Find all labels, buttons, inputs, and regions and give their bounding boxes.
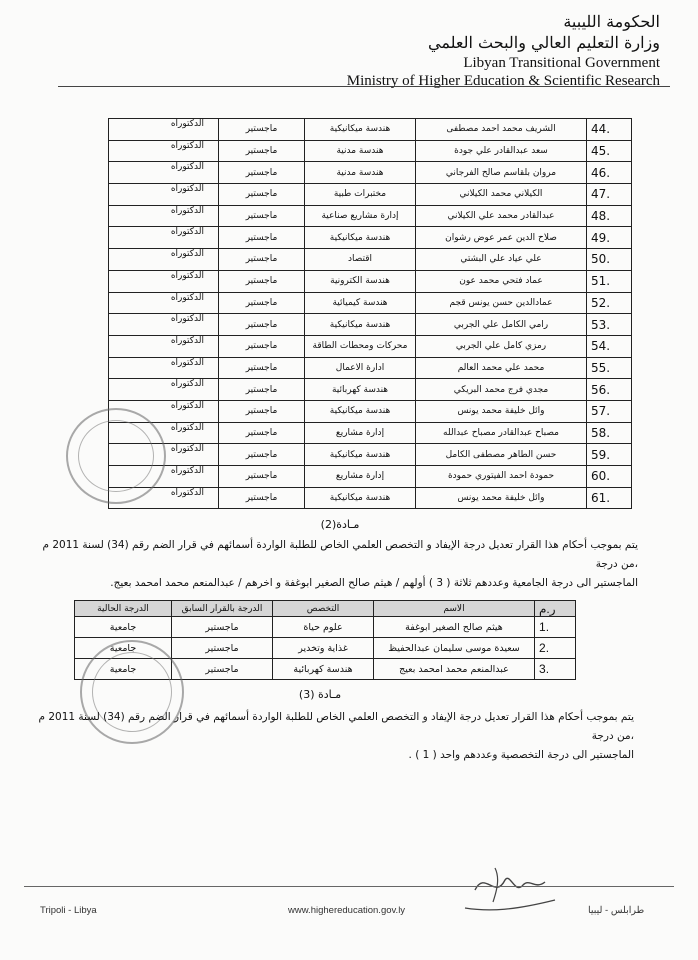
new-degree: الدكتوراه	[109, 205, 219, 227]
new-degree: الدكتوراه	[109, 227, 219, 249]
new-degree: الدكتوراه	[109, 270, 219, 292]
previous-degree: ماجستير	[172, 617, 273, 638]
current-degree: جامعية	[75, 659, 172, 680]
specialization: هندسة كهربائية	[273, 659, 374, 680]
specialization: هندسة ميكانيكية	[305, 400, 416, 422]
new-degree: الدكتوراه	[109, 249, 219, 271]
row-number: .3	[535, 659, 576, 680]
specialization: إدارة مشاريع صناعية	[305, 205, 416, 227]
degree-change-row	[75, 617, 576, 638]
row-number: .51	[587, 270, 632, 292]
row-number: .61	[587, 487, 632, 509]
specialization: هندسة ميكانيكية	[305, 444, 416, 466]
col-header-num: ر.م	[535, 601, 576, 617]
col-header-spec: التخصص	[273, 601, 374, 617]
student-name: مروان بلقاسم صالح الفرجاني	[416, 162, 587, 184]
student-name: رمزي كامل علي الجربي	[416, 335, 587, 357]
row-number: .46	[587, 162, 632, 184]
row-number: .1	[535, 617, 576, 638]
specialization: هندسة الكترونية	[305, 270, 416, 292]
article-2-line-2: الماجستير الى درجة الجامعية وعددهم ثلاثة ( 3 ) أولهم / هيثم صالح الصغير ابوغفة و اخرهم / عبدالمنعم محمد امحمد بعيج.	[110, 577, 638, 589]
col-header-name: الاسم	[374, 601, 535, 617]
previous-degree: ماجستير	[219, 119, 305, 141]
specialization: هندسة ميكانيكية	[305, 119, 416, 141]
specialization: هندسة ميكانيكية	[305, 227, 416, 249]
student-name: صلاح الدين عمر عوض رشوان	[416, 227, 587, 249]
student-row	[109, 184, 632, 206]
student-row	[109, 487, 632, 509]
specialization: هندسة ميكانيكية	[305, 314, 416, 336]
previous-degree: ماجستير	[219, 400, 305, 422]
footer-city-ar: طرابلس - ليبيا	[588, 905, 645, 916]
new-degree: الدكتوراه	[109, 140, 219, 162]
new-degree: الدكتوراه	[109, 400, 219, 422]
student-row	[109, 249, 632, 271]
header-en-ministry: Ministry of Higher Education & Scientific Research	[346, 73, 660, 89]
specialization: هندسة ميكانيكية	[305, 487, 416, 509]
student-row	[109, 444, 632, 466]
student-row	[109, 335, 632, 357]
article-3-line-2: الماجستير الى درجة التخصصية وعددهم واحد ( 1 ) .	[408, 749, 634, 761]
col-header-current: الدرجة الحالية	[75, 601, 172, 617]
official-stamp-1	[66, 408, 166, 504]
new-degree: الدكتوراه	[109, 422, 219, 444]
row-number: .59	[587, 444, 632, 466]
specialization: هندسة كيميائية	[305, 292, 416, 314]
specialization: اقتصاد	[305, 249, 416, 271]
header-ar-ministry: وزارة التعليم العالي والبحث العلمي	[428, 33, 660, 52]
new-degree: الدكتوراه	[109, 466, 219, 488]
student-name: رامي الكامل علي الجربي	[416, 314, 587, 336]
student-row	[109, 466, 632, 488]
row-number: .45	[587, 140, 632, 162]
header-ar-government: الحكومة الليبية	[563, 12, 660, 31]
row-number: .52	[587, 292, 632, 314]
previous-degree: ماجستير	[219, 487, 305, 509]
student-row	[109, 314, 632, 336]
row-number: .60	[587, 466, 632, 488]
student-row	[109, 422, 632, 444]
previous-degree: ماجستير	[219, 249, 305, 271]
new-degree: الدكتوراه	[109, 357, 219, 379]
previous-degree: ماجستير	[219, 162, 305, 184]
student-name: سعيدة موسى سليمان عبدالحفيظ	[374, 638, 535, 659]
previous-degree: ماجستير	[219, 292, 305, 314]
student-name: هيثم صالح الصغير ابوغفة	[374, 617, 535, 638]
specialization: هندسة مدنية	[305, 162, 416, 184]
student-name: محمد علي محمد العالم	[416, 357, 587, 379]
footer-divider	[24, 886, 674, 887]
student-row	[109, 292, 632, 314]
students-table	[108, 118, 632, 509]
article-2-text	[24, 536, 638, 593]
student-name: حسن الطاهر مصطفى الكامل	[416, 444, 587, 466]
article-3-title: مـادة (3)	[298, 688, 342, 701]
previous-degree: ماجستير	[219, 184, 305, 206]
article-2-line-1: يتم بموجب أحكام هذا القرار تعديل درجة الإيفاد و التخصص العلمي الخاص للطلبة الواردة أسمائهم في قرار الضم رقم (34) لسنة 2011 م ،من درجة	[42, 539, 638, 570]
specialization: إدارة مشاريع	[305, 466, 416, 488]
row-number: .56	[587, 379, 632, 401]
header-divider	[58, 86, 670, 87]
student-name: عماد فتحي محمد عون	[416, 270, 587, 292]
student-name: عمادالدين حسن يونس قجم	[416, 292, 587, 314]
student-name: مجدي فرج محمد البريكي	[416, 379, 587, 401]
new-degree: الدكتوراه	[109, 335, 219, 357]
specialization: هندسة مدنية	[305, 140, 416, 162]
student-name: الشريف محمد احمد مصطفى	[416, 119, 587, 141]
article-3-line-1: يتم بموجب أحكام هذا القرار تعديل درجة الإيفاد و التخصص العلمي الخاص للطلبة الواردة أسمائهم في قرار الضم رقم (34) لسنة 2011 م ،من درجة	[38, 711, 634, 742]
row-number: .57	[587, 400, 632, 422]
row-number: .53	[587, 314, 632, 336]
student-row	[109, 357, 632, 379]
row-number: .47	[587, 184, 632, 206]
col-header-prev: الدرجة بالقرار السابق	[172, 601, 273, 617]
previous-degree: ماجستير	[219, 335, 305, 357]
student-name: عبدالقادر محمد علي الكيلاني	[416, 205, 587, 227]
previous-degree: ماجستير	[219, 314, 305, 336]
student-name: الكيلاني محمد الكيلاني	[416, 184, 587, 206]
previous-degree: ماجستير	[172, 659, 273, 680]
student-row	[109, 270, 632, 292]
previous-degree: ماجستير	[219, 444, 305, 466]
student-row	[109, 140, 632, 162]
new-degree: الدكتوراه	[109, 444, 219, 466]
student-row	[109, 379, 632, 401]
current-degree: جامعية	[75, 617, 172, 638]
specialization: محركات ومحطات الطاقة	[305, 335, 416, 357]
row-number: .50	[587, 249, 632, 271]
header-en-government: Libyan Transitional Government	[463, 55, 660, 71]
specialization: غذاية وتخدير	[273, 638, 374, 659]
student-name: وائل خليفة محمد يونس	[416, 400, 587, 422]
student-row	[109, 227, 632, 249]
student-name: وائل خليفة محمد يونس	[416, 487, 587, 509]
student-name: حمودة احمد الفيتوري حمودة	[416, 466, 587, 488]
student-name: عبدالمنعم محمد امحمد بعيج	[374, 659, 535, 680]
footer-city-en: Tripoli - Libya	[40, 905, 97, 916]
row-number: .44	[587, 119, 632, 141]
specialization: ادارة الاعمال	[305, 357, 416, 379]
degree-change-header-row	[75, 601, 576, 617]
previous-degree: ماجستير	[219, 140, 305, 162]
new-degree: الدكتوراه	[109, 314, 219, 336]
letterhead	[347, 12, 660, 90]
previous-degree: ماجستير	[219, 422, 305, 444]
student-name: سعد عبدالقادر علي جودة	[416, 140, 587, 162]
previous-degree: ماجستير	[219, 205, 305, 227]
new-degree: الدكتوراه	[109, 162, 219, 184]
article-2-title: مـادة(2)	[320, 518, 360, 531]
student-row	[109, 119, 632, 141]
specialization: هندسة كهربائية	[305, 379, 416, 401]
new-degree: الدكتوراه	[109, 184, 219, 206]
row-number: .55	[587, 357, 632, 379]
previous-degree: ماجستير	[219, 379, 305, 401]
new-degree: الدكتوراه	[109, 292, 219, 314]
students-table-body	[109, 119, 632, 509]
new-degree: الدكتوراه	[109, 379, 219, 401]
previous-degree: ماجستير	[219, 466, 305, 488]
student-name: مصباح عبدالقادر مصباح عبدالله	[416, 422, 587, 444]
previous-degree: ماجستير	[219, 357, 305, 379]
new-degree: الدكتوراه	[109, 119, 219, 141]
article-3-text	[24, 708, 634, 765]
row-number: .54	[587, 335, 632, 357]
student-row	[109, 162, 632, 184]
row-number: .49	[587, 227, 632, 249]
signature	[455, 860, 565, 920]
student-row	[109, 400, 632, 422]
new-degree: الدكتوراه	[109, 487, 219, 509]
row-number: .58	[587, 422, 632, 444]
student-name: علي عياد علي البشتي	[416, 249, 587, 271]
previous-degree: ماجستير	[219, 270, 305, 292]
row-number: .2	[535, 638, 576, 659]
specialization: علوم حياة	[273, 617, 374, 638]
row-number: .48	[587, 205, 632, 227]
current-degree: جامعية	[75, 638, 172, 659]
student-row	[109, 205, 632, 227]
previous-degree: ماجستير	[172, 638, 273, 659]
footer-website[interactable]: www.highereducation.gov.ly	[288, 905, 406, 916]
specialization: مختبرات طبية	[305, 184, 416, 206]
specialization: إدارة مشاريع	[305, 422, 416, 444]
previous-degree: ماجستير	[219, 227, 305, 249]
